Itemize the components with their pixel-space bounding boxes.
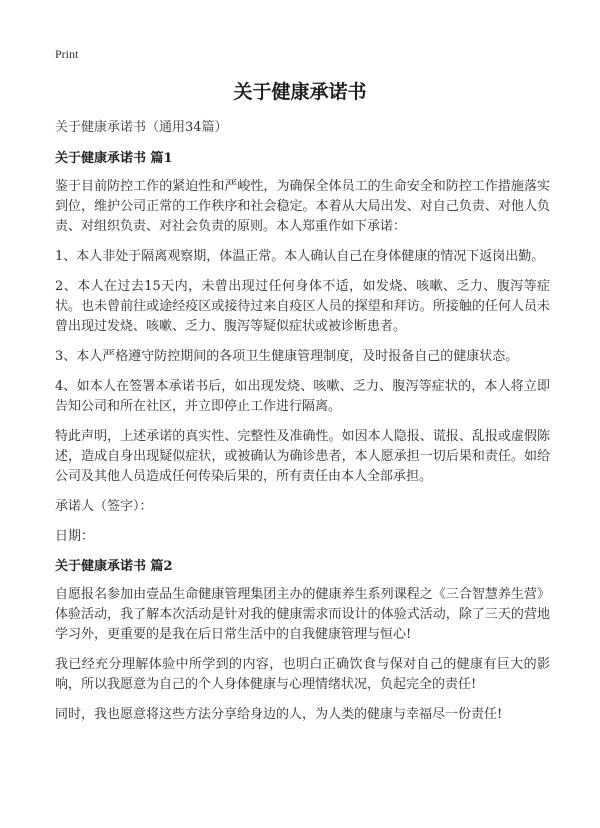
paragraph: 我已经充分理解体验中所学到的内容，也明白正确饮食与保对自己的健康有巨大的影响，所以我愿意为自己的个人身体健康与心理情绪状况，负起完全的责任!	[55, 657, 550, 692]
paragraph: 特此声明，上述承诺的真实性、完整性及准确性。如因本人隐报、谎报、乱报或虚假陈述，造成自身出现疑似症状，或被确认为确诊患者，本人愿承担一切后果和责任。如给公司及其他人员造成任何传染后果的，所有责任由本人全部承担。	[55, 429, 550, 484]
paragraph: 2、本人在过去15天内，未曾出现过任何身体不适，如发烧、咳嗽、乏力、腹泻等症状。也未曾前往或途经疫区或接待过来自疫区人员的探望和拜访。所接触的任何人员未曾出现过发烧、咳嗽、乏力、腹泻等疑似症状或被诊断患者。	[55, 279, 550, 334]
paragraph: 3、本人严格遵守防控期间的各项卫生健康管理制度，及时报备自己的健康状态。	[55, 349, 519, 364]
paragraph: 同时，我也愿意将这些方法分享给身边的人，为人类的健康与幸福尽一份责任!	[55, 707, 503, 722]
document-subtitle: 关于健康承诺书（通用34篇）	[55, 120, 228, 135]
date-line: 日期：	[55, 529, 95, 544]
print-label[interactable]: Print	[55, 47, 79, 61]
section-heading: 关于健康承诺书 篇1	[55, 151, 173, 166]
document-title: 关于健康承诺书	[233, 81, 367, 103]
paragraph: 自愿报名参加由壹品生命健康管理集团主办的健康养生系列课程之《三合智慧养生营》体验活动，我了解本次活动是针对我的健康需求而设计的体验式活动，除了三天的营地学习外，更重要的是我在后日常生活中的自我健康管理与恒心!	[55, 587, 550, 642]
section-1	[55, 149, 550, 547]
paragraph: 鉴于目前防控工作的紧迫性和严峻性，为确保全体员工的生命安全和防控工作措施落实到位，维护公司正常的工作秩序和社会稳定。本着从大局出发、对自己负责、对他人负责、对组织负责、对社会负责的原则。本人郑重作如下承诺：	[55, 179, 550, 234]
section-heading: 关于健康承诺书 篇2	[55, 559, 173, 574]
section-2	[55, 557, 550, 725]
signature-line: 承诺人（签字）：	[55, 499, 153, 514]
document-body	[55, 118, 550, 735]
paragraph: 1、本人非处于隔离观察期，体温正常。本人确认自己在身体健康的情况下返岗出勤。	[55, 249, 545, 264]
paragraph: 4、如本人在签署本承诺书后，如出现发烧、咳嗽、乏力、腹泻等症状的，本人将立即告知公司和所在社区，并立即停止工作进行隔离。	[55, 379, 550, 414]
